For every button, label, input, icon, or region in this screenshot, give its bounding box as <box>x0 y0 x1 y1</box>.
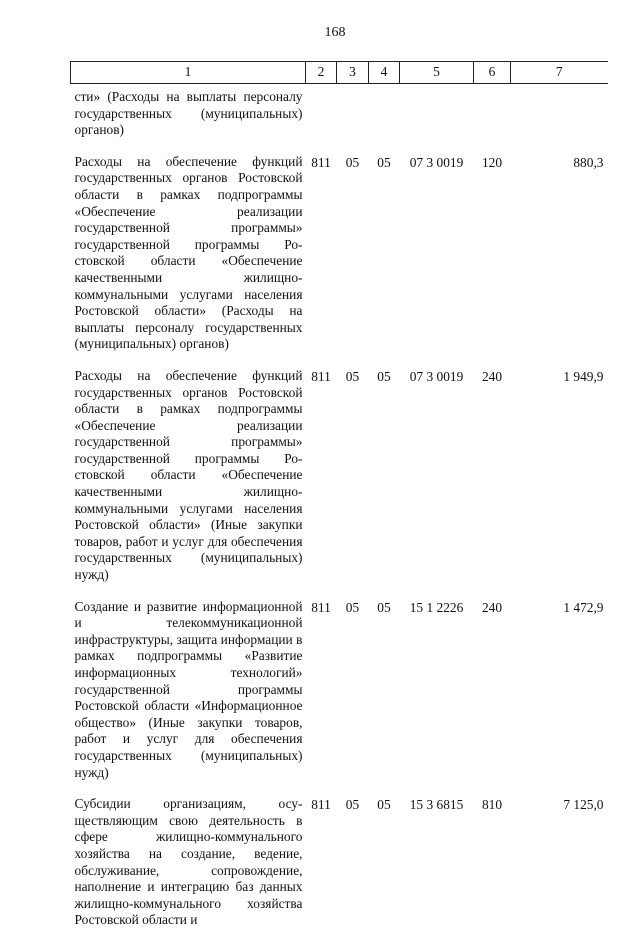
table-row <box>71 84 608 151</box>
row-section-code: 05 <box>345 154 360 170</box>
row-subsection-code: 05 <box>377 368 391 384</box>
column-header: 4 <box>369 62 400 84</box>
column-header: 3 <box>337 62 369 84</box>
row-target-code <box>400 84 474 151</box>
row-section-code: 05 <box>345 599 360 615</box>
row-description: Субсидии организациям, осуществляющим свою деятельность в сфере жилищно-коммунального хозяйства на создание, ведение, обслуживание, сопровождение, наполнение и интеграцию баз данных жилищно-коммунального хозяйства Ростовской области и <box>74 796 303 928</box>
row-subsection-code: 05 <box>377 154 391 170</box>
page-number: 168 <box>324 25 346 40</box>
row-description: Создание и развитие информационной и телекоммуникационной инфраструктуры, защита информации в рамках подпрограммы «Развитие информационных технологий» государственной программы Ростовской области «Информационное общество» (Иные закупки товаров, работ и услуг для обеспечения государственных (муниципальных) нужд) <box>74 598 303 780</box>
row-description: сти» (Расходы на выплаты персоналу государственных (муниципальных) органов) <box>74 89 303 138</box>
column-header: 5 <box>400 62 474 84</box>
row-target-code: 15 1 2226 <box>409 599 464 615</box>
row-section-code: 05 <box>345 797 360 813</box>
row-target-code: 07 3 0019 <box>409 154 464 170</box>
table-row <box>71 793 608 941</box>
row-subsection-code: 05 <box>377 797 391 813</box>
table-header-row <box>71 62 608 84</box>
table-row <box>71 596 608 794</box>
table-row <box>71 151 608 365</box>
row-ministry-code: 811 <box>311 599 331 615</box>
row-expense-type: 810 <box>481 797 503 813</box>
column-header: 7 <box>511 62 608 84</box>
column-header: 1 <box>71 62 306 84</box>
row-amount: 1 949,9 <box>563 368 604 384</box>
table-row <box>71 365 608 596</box>
row-section-code: 05 <box>345 368 360 384</box>
row-amount: 7 125,0 <box>563 797 604 813</box>
row-expense-type: 240 <box>481 599 503 615</box>
row-expense-type: 120 <box>481 154 503 170</box>
row-ministry-code: 811 <box>311 368 331 384</box>
budget-table <box>70 61 608 941</box>
row-ministry-code <box>306 84 337 151</box>
row-description: Расходы на обеспечение функций государственных органов Ростовской области в рамках подпрограммы «Обеспечение реализации государственной программы» государственной программы Ростовской области «Обеспечение качественными жилищно-коммунальными услугами населения Ростовской области» (Расходы на выплаты персоналу государственных (муниципальных) органов) <box>74 153 303 352</box>
row-expense-type <box>474 84 511 151</box>
row-amount: 1 472,9 <box>563 599 604 615</box>
row-amount <box>511 84 608 151</box>
row-subsection-code <box>369 84 400 151</box>
row-expense-type: 240 <box>481 368 503 384</box>
row-description: Расходы на обеспечение функций государственных органов Ростовской области в рамках подпрограммы «Обеспечение реализации государственной программы» государственной программы Ростовской области «Обеспечение качественными жилищно-коммунальными услугами населения Ростовской области» (Иные закупки товаров, работ и услуг для обеспечения государственных (муниципальных) нужд) <box>74 367 303 583</box>
column-header: 6 <box>474 62 511 84</box>
row-ministry-code: 811 <box>311 154 331 170</box>
column-header: 2 <box>306 62 337 84</box>
row-section-code <box>337 84 369 151</box>
row-target-code: 07 3 0019 <box>409 368 464 384</box>
row-ministry-code: 811 <box>311 797 331 813</box>
row-target-code: 15 3 6815 <box>409 797 464 813</box>
row-subsection-code: 05 <box>377 599 391 615</box>
row-amount: 880,3 <box>573 154 604 170</box>
